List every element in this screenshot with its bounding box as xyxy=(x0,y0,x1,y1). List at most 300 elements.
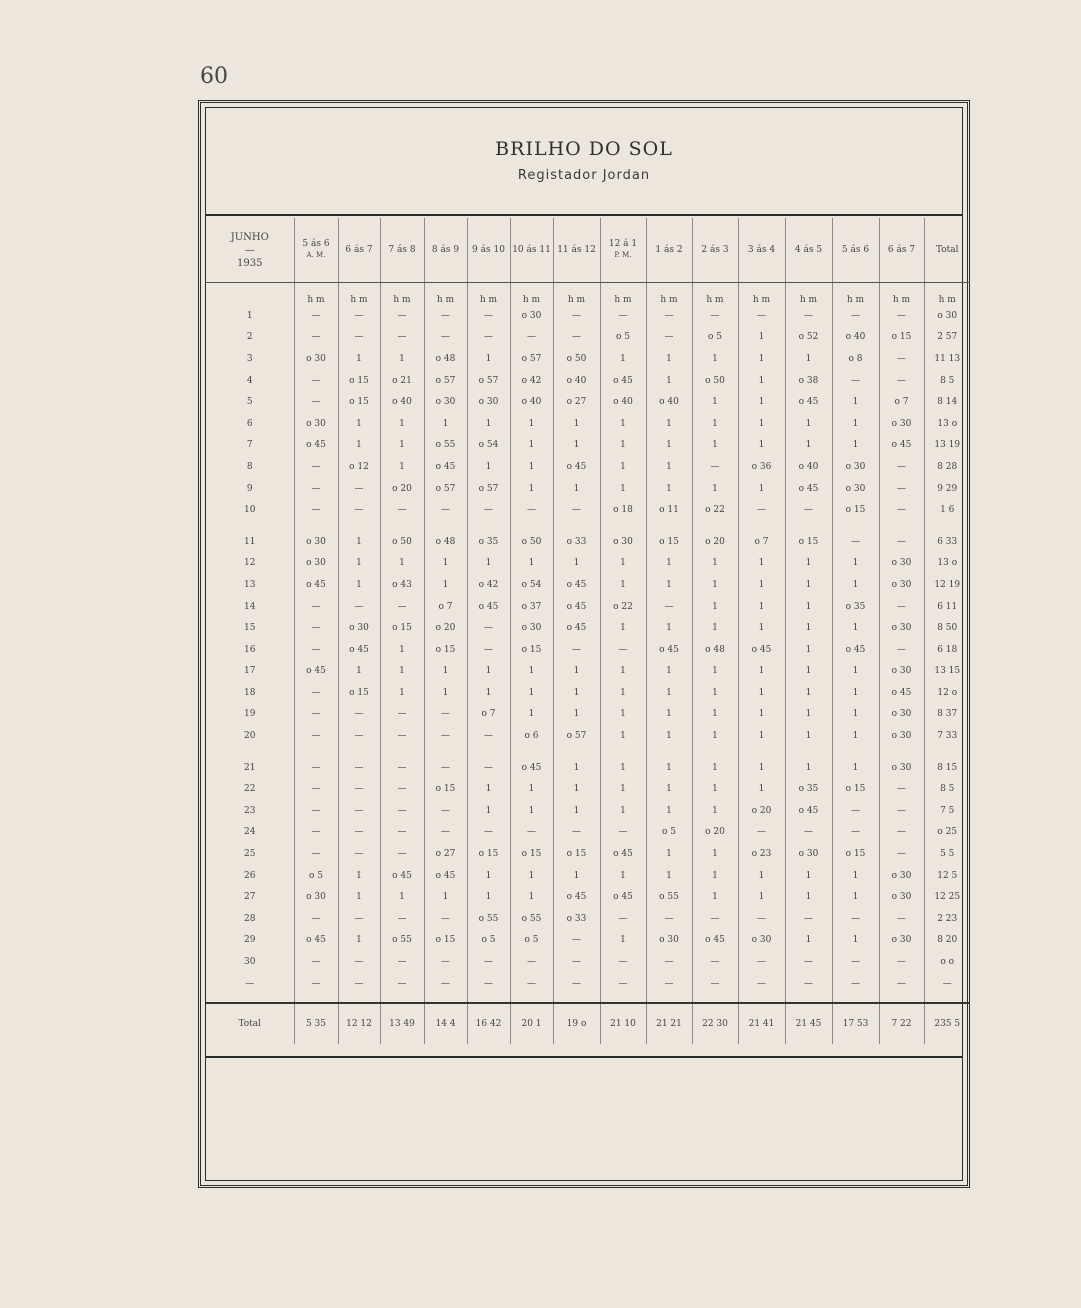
hour-cell: — xyxy=(879,478,924,500)
hour-cell: 1 xyxy=(380,413,424,435)
hour-cell: o 15 xyxy=(467,843,510,865)
hour-cell: 1 xyxy=(600,661,646,683)
hour-cell: o 27 xyxy=(553,391,600,413)
day-cell: 17 xyxy=(244,666,256,677)
units-cell: h m xyxy=(380,283,424,306)
hour-cell: — xyxy=(692,456,738,478)
hour-cell: 1 xyxy=(785,574,832,596)
hour-cell: o 45 xyxy=(692,930,738,952)
hour-cell: 1 xyxy=(738,704,785,726)
hour-cell: — xyxy=(832,531,879,553)
table-row xyxy=(206,661,970,683)
hour-cell: — xyxy=(510,327,553,349)
hour-cell: o 45 xyxy=(294,930,338,952)
hour-cell: 1 xyxy=(646,704,692,726)
hour-cell: o 45 xyxy=(294,435,338,457)
hour-cell: o 30 xyxy=(832,478,879,500)
day-cell: 1 xyxy=(246,310,253,321)
gap-cell xyxy=(206,747,294,757)
hour-cell: o 45 xyxy=(646,639,692,661)
hour-cell: 1 xyxy=(738,553,785,575)
hour-cell: 1 xyxy=(553,704,600,726)
hour-cell: — xyxy=(738,908,785,930)
hour-cell: 1 xyxy=(692,778,738,800)
hour-cell: 1 xyxy=(646,800,692,822)
header-col: 4 ás 5 xyxy=(785,218,832,283)
hour-cell: 1 xyxy=(832,757,879,779)
hour-cell: o 30 xyxy=(879,725,924,747)
hour-cell: — xyxy=(553,973,600,995)
hour-cell: 1 xyxy=(338,930,380,952)
day-cell: 18 xyxy=(244,687,256,698)
hour-cell: — xyxy=(832,822,879,844)
hour-cell: — xyxy=(600,908,646,930)
hour-cell: 1 xyxy=(510,778,553,800)
hour-cell: — xyxy=(294,370,338,392)
hour-cell: 1 xyxy=(832,886,879,908)
hour-cell: — xyxy=(879,456,924,478)
hour-cell: — xyxy=(738,951,785,973)
hour-cell: — xyxy=(467,327,510,349)
hour-cell: o 55 xyxy=(424,435,467,457)
hour-cell: o 15 xyxy=(424,778,467,800)
hour-cell: 1 xyxy=(467,682,510,704)
hour-cell: — xyxy=(646,908,692,930)
hour-cell: o 30 xyxy=(294,553,338,575)
hour-cell: 1 xyxy=(510,553,553,575)
hour-cell: — xyxy=(294,617,338,639)
row-total-cell: 11 13 xyxy=(924,348,970,370)
hour-cell: o 57 xyxy=(510,348,553,370)
page-number: 60 xyxy=(200,64,228,89)
hour-cell: 1 xyxy=(380,886,424,908)
hour-cell: 1 xyxy=(553,757,600,779)
gap-cell xyxy=(553,747,600,757)
day-cell: 25 xyxy=(244,849,256,860)
gap-cell xyxy=(785,747,832,757)
hour-cell: o 15 xyxy=(832,499,879,521)
hour-cell: — xyxy=(553,639,600,661)
hour-cell: 1 xyxy=(646,553,692,575)
header-col: 3 ás 4 xyxy=(738,218,785,283)
hour-cell: — xyxy=(380,499,424,521)
hour-cell: — xyxy=(879,973,924,995)
hour-cell: o 45 xyxy=(600,370,646,392)
totals-cell: 17 53 xyxy=(832,1003,879,1044)
hour-cell: o 45 xyxy=(380,865,424,887)
table-row xyxy=(206,478,970,500)
day-cell: 23 xyxy=(244,805,256,816)
day-cell: 16 xyxy=(244,644,256,655)
units-cell: h m xyxy=(467,283,510,306)
row-total-cell: 8 28 xyxy=(924,456,970,478)
hour-cell: 1 xyxy=(646,778,692,800)
hour-cell: — xyxy=(738,305,785,327)
hour-cell: 1 xyxy=(600,800,646,822)
day-cell: 20 xyxy=(244,731,256,742)
hour-cell: o 30 xyxy=(879,553,924,575)
hour-cell: 1 xyxy=(692,682,738,704)
gap-cell xyxy=(600,521,646,531)
hour-cell: 1 xyxy=(785,596,832,618)
hour-cell: — xyxy=(338,478,380,500)
hour-cell: o 45 xyxy=(553,886,600,908)
hour-cell: o 30 xyxy=(294,886,338,908)
hour-cell: — xyxy=(785,951,832,973)
total-rule xyxy=(206,994,970,1003)
hour-cell: o 50 xyxy=(510,531,553,553)
table-row xyxy=(206,725,970,747)
hour-cell: o 57 xyxy=(424,478,467,500)
gap-cell xyxy=(338,521,380,531)
hour-cell: — xyxy=(738,822,785,844)
header-col: 7 ás 8 xyxy=(380,218,424,283)
hour-cell: — xyxy=(467,305,510,327)
units-cell: h m xyxy=(738,283,785,306)
table-row xyxy=(206,865,970,887)
row-total-cell: 8 20 xyxy=(924,930,970,952)
hour-cell: — xyxy=(879,499,924,521)
table-inner xyxy=(205,107,963,1181)
hour-cell: 1 xyxy=(692,725,738,747)
row-total-cell: 8 5 xyxy=(924,370,970,392)
hour-cell: — xyxy=(294,639,338,661)
hour-cell: o 45 xyxy=(785,478,832,500)
hour-cell: 1 xyxy=(600,725,646,747)
hour-cell: 1 xyxy=(424,553,467,575)
hour-cell: — xyxy=(338,704,380,726)
hour-cell: o 45 xyxy=(424,456,467,478)
hour-cell: 1 xyxy=(600,865,646,887)
gap-cell xyxy=(424,747,467,757)
hour-cell: 1 xyxy=(600,478,646,500)
hour-cell: o 33 xyxy=(553,531,600,553)
row-total-cell: 2 23 xyxy=(924,908,970,930)
hour-cell: o 45 xyxy=(738,639,785,661)
hour-cell: o 50 xyxy=(553,348,600,370)
hour-cell: 1 xyxy=(785,757,832,779)
hour-cell: — xyxy=(380,778,424,800)
hour-cell: — xyxy=(879,908,924,930)
title-box xyxy=(206,108,962,216)
totals-cell: 14 4 xyxy=(424,1003,467,1044)
row-total-cell: 8 37 xyxy=(924,704,970,726)
day-cell: 29 xyxy=(244,935,256,946)
hour-cell: — xyxy=(424,305,467,327)
hour-cell: 1 xyxy=(785,413,832,435)
hour-cell: o 30 xyxy=(879,704,924,726)
hour-cell: — xyxy=(600,305,646,327)
table-row xyxy=(206,704,970,726)
hour-cell: o 38 xyxy=(785,370,832,392)
hour-cell: — xyxy=(785,499,832,521)
table-row xyxy=(206,348,970,370)
hour-cell: o 42 xyxy=(510,370,553,392)
hour-cell: o 15 xyxy=(424,930,467,952)
hour-cell: — xyxy=(692,908,738,930)
hour-cell: 1 xyxy=(380,553,424,575)
row-total-cell: 13 15 xyxy=(924,661,970,683)
hour-cell: — xyxy=(380,305,424,327)
table-row xyxy=(206,930,970,952)
hour-cell: 1 xyxy=(785,348,832,370)
hour-cell: — xyxy=(294,757,338,779)
hour-cell: — xyxy=(646,973,692,995)
table-row xyxy=(206,639,970,661)
hour-cell: 1 xyxy=(832,435,879,457)
header-col: Total xyxy=(924,218,970,283)
hour-cell: 1 xyxy=(646,865,692,887)
hour-cell: — xyxy=(467,822,510,844)
hour-cell: o 5 xyxy=(692,327,738,349)
hour-cell: 1 xyxy=(600,553,646,575)
hour-cell: — xyxy=(785,822,832,844)
rule-cell xyxy=(467,994,510,1003)
hour-cell: o 30 xyxy=(600,531,646,553)
units-cell: h m xyxy=(600,283,646,306)
hour-cell: o 57 xyxy=(467,370,510,392)
totals-cell: 12 12 xyxy=(338,1003,380,1044)
hour-cell: 1 xyxy=(738,574,785,596)
hour-cell: — xyxy=(294,327,338,349)
hour-cell: o 30 xyxy=(879,661,924,683)
units-cell: h m xyxy=(646,283,692,306)
hour-cell: 1 xyxy=(646,661,692,683)
hour-cell: 1 xyxy=(424,413,467,435)
hour-cell: o 40 xyxy=(600,391,646,413)
row-total-cell: o 30 xyxy=(924,305,970,327)
hour-cell: — xyxy=(294,478,338,500)
hour-cell: o 5 xyxy=(294,865,338,887)
hour-cell: — xyxy=(879,596,924,618)
rule-cell xyxy=(879,994,924,1003)
header-col: 9 ás 10 xyxy=(467,218,510,283)
table-row xyxy=(206,413,970,435)
hour-cell: 1 xyxy=(738,661,785,683)
day-cell: 3 xyxy=(246,353,253,364)
hour-cell: — xyxy=(338,843,380,865)
hour-cell: — xyxy=(785,908,832,930)
hour-cell: 1 xyxy=(600,617,646,639)
hour-cell: o 48 xyxy=(424,348,467,370)
hour-cell: 1 xyxy=(738,327,785,349)
hour-cell: — xyxy=(879,778,924,800)
header-col: 8 ás 9 xyxy=(424,218,467,283)
hour-cell: — xyxy=(879,800,924,822)
hour-cell: 1 xyxy=(738,348,785,370)
day-cell: 21 xyxy=(244,762,256,773)
hour-cell: 1 xyxy=(553,435,600,457)
table-row xyxy=(206,843,970,865)
hour-cell: 1 xyxy=(646,574,692,596)
hour-cell: 1 xyxy=(738,778,785,800)
hour-cell: 1 xyxy=(553,682,600,704)
hour-cell: 1 xyxy=(832,930,879,952)
hour-cell: o 30 xyxy=(294,531,338,553)
gap-cell xyxy=(424,521,467,531)
hour-cell: 1 xyxy=(553,553,600,575)
hour-cell: 1 xyxy=(692,843,738,865)
hour-cell: 1 xyxy=(338,531,380,553)
hour-cell: 1 xyxy=(510,478,553,500)
rule-cell xyxy=(646,994,692,1003)
hour-cell: o 55 xyxy=(510,908,553,930)
table-row xyxy=(206,391,970,413)
hour-cell: o 7 xyxy=(424,596,467,618)
day-cell: 13 xyxy=(244,579,256,590)
hour-cell: 1 xyxy=(832,574,879,596)
hour-cell: 1 xyxy=(510,865,553,887)
gap-cell xyxy=(646,521,692,531)
hour-cell: — xyxy=(692,305,738,327)
hour-cell: 1 xyxy=(424,886,467,908)
day-cell: — xyxy=(245,978,255,989)
table-row xyxy=(206,370,970,392)
table-title: BRILHO DO SOL xyxy=(495,138,673,160)
gap-cell xyxy=(738,747,785,757)
hour-cell: o 35 xyxy=(832,596,879,618)
hour-cell: — xyxy=(380,843,424,865)
totals-cell: 21 45 xyxy=(785,1003,832,1044)
gap-cell xyxy=(510,747,553,757)
header-row xyxy=(206,218,970,283)
hour-cell: — xyxy=(380,908,424,930)
hour-cell: 1 xyxy=(738,725,785,747)
hour-cell: 1 xyxy=(785,865,832,887)
hour-cell: 1 xyxy=(832,391,879,413)
hour-cell: — xyxy=(467,951,510,973)
table-row xyxy=(206,822,970,844)
hour-cell: — xyxy=(785,973,832,995)
totals-row xyxy=(206,1003,970,1044)
hour-cell: — xyxy=(879,305,924,327)
hour-cell: 1 xyxy=(832,553,879,575)
table-row xyxy=(206,305,970,327)
hour-cell: 1 xyxy=(646,435,692,457)
hour-cell: — xyxy=(424,725,467,747)
hour-cell: o 5 xyxy=(646,822,692,844)
gap-cell xyxy=(206,521,294,531)
rule-cell xyxy=(785,994,832,1003)
gap-cell xyxy=(467,521,510,531)
hour-cell: — xyxy=(338,757,380,779)
hour-cell: 1 xyxy=(832,617,879,639)
hour-cell: 1 xyxy=(738,682,785,704)
hour-cell: o 57 xyxy=(424,370,467,392)
hour-cell: o 45 xyxy=(832,639,879,661)
hour-cell: o 7 xyxy=(467,704,510,726)
hour-cell: 1 xyxy=(692,886,738,908)
day-cell: 9 xyxy=(246,483,253,494)
gap-cell xyxy=(832,747,879,757)
hour-cell: — xyxy=(467,639,510,661)
day-cell: 10 xyxy=(244,505,256,516)
hour-cell: — xyxy=(380,327,424,349)
hour-cell: o 12 xyxy=(338,456,380,478)
hour-cell: — xyxy=(338,305,380,327)
hour-cell: — xyxy=(879,531,924,553)
hour-cell: 1 xyxy=(646,617,692,639)
hour-cell: — xyxy=(424,757,467,779)
hour-cell: — xyxy=(294,704,338,726)
table-row xyxy=(206,757,970,779)
gap-cell xyxy=(553,521,600,531)
hour-cell: 1 xyxy=(692,391,738,413)
hour-cell: o 20 xyxy=(380,478,424,500)
hour-cell: o 55 xyxy=(380,930,424,952)
hour-cell: 1 xyxy=(692,348,738,370)
hour-cell: — xyxy=(294,596,338,618)
hour-cell: 1 xyxy=(338,413,380,435)
hour-cell: o 5 xyxy=(510,930,553,952)
hour-cell: — xyxy=(600,822,646,844)
header-col: 11 ás 12 xyxy=(553,218,600,283)
units-cell: h m xyxy=(785,283,832,306)
hour-cell: 1 xyxy=(646,843,692,865)
hour-cell: — xyxy=(692,973,738,995)
hour-cell: o 48 xyxy=(692,639,738,661)
hour-cell: o 30 xyxy=(879,413,924,435)
day-cell: 26 xyxy=(244,870,256,881)
day-cell: 19 xyxy=(244,709,256,720)
hour-cell: o 15 xyxy=(338,370,380,392)
hour-cell: 1 xyxy=(510,886,553,908)
hour-cell: 1 xyxy=(338,865,380,887)
row-total-cell: 13 o xyxy=(924,553,970,575)
hour-cell: 1 xyxy=(553,778,600,800)
hour-cell: 1 xyxy=(785,617,832,639)
hour-cell: — xyxy=(646,951,692,973)
row-total-cell: 6 33 xyxy=(924,531,970,553)
hour-cell: 1 xyxy=(553,661,600,683)
hour-cell: 1 xyxy=(600,348,646,370)
hour-cell: — xyxy=(294,456,338,478)
gap-cell xyxy=(467,747,510,757)
hour-cell: 1 xyxy=(553,478,600,500)
hour-cell: — xyxy=(553,499,600,521)
table-row xyxy=(206,553,970,575)
hour-cell: o 30 xyxy=(879,930,924,952)
hour-cell: o 15 xyxy=(785,531,832,553)
hour-cell: — xyxy=(832,370,879,392)
hour-cell: — xyxy=(338,800,380,822)
day-cell: 28 xyxy=(244,913,256,924)
hour-cell: 1 xyxy=(380,456,424,478)
hour-cell: o 40 xyxy=(510,391,553,413)
hour-cell: 1 xyxy=(600,930,646,952)
gap-cell xyxy=(380,747,424,757)
hour-cell: 1 xyxy=(692,800,738,822)
row-total-cell: 1 6 xyxy=(924,499,970,521)
totals-cell: 7 22 xyxy=(879,1003,924,1044)
hour-cell: — xyxy=(785,305,832,327)
hour-cell: — xyxy=(294,778,338,800)
hour-cell: o 35 xyxy=(785,778,832,800)
hour-cell: 1 xyxy=(785,886,832,908)
hour-cell: o 43 xyxy=(380,574,424,596)
table-row xyxy=(206,800,970,822)
rule-cell xyxy=(738,994,785,1003)
hour-cell: o 15 xyxy=(553,843,600,865)
hour-cell: 1 xyxy=(380,639,424,661)
hour-cell: 1 xyxy=(738,391,785,413)
hour-cell: o 35 xyxy=(467,531,510,553)
gap-cell xyxy=(600,747,646,757)
hour-cell: o 45 xyxy=(553,596,600,618)
hour-cell: 1 xyxy=(510,413,553,435)
header-col: 5 ás 6 A. M. xyxy=(294,218,338,283)
header-col: 1 ás 2 xyxy=(646,218,692,283)
